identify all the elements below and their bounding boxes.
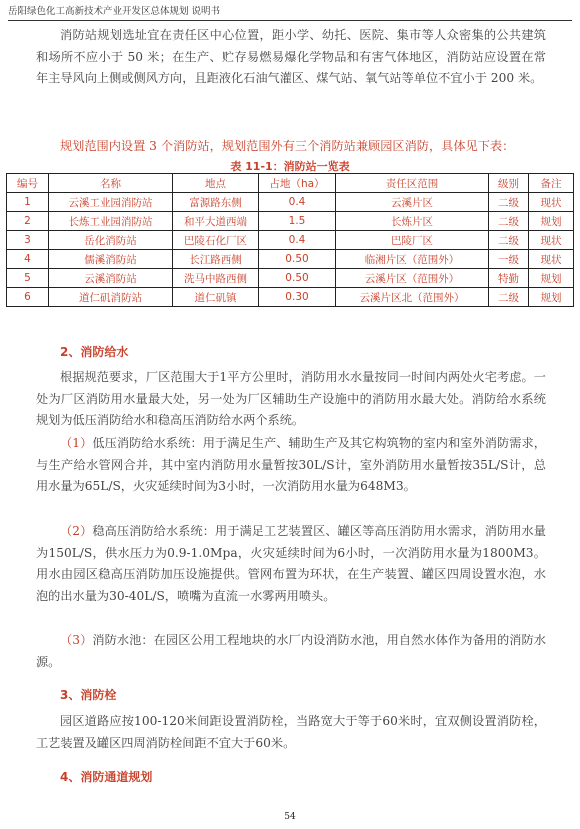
cell-name: 道仁矶消防站 [49,288,173,307]
cell-area: 0.50 [259,269,336,288]
cell-note: 现状 [529,231,574,250]
col-header-id: 编号 [7,174,49,193]
col-header-location: 地点 [173,174,259,193]
cell-zone: 临湘片区（范围外） [336,250,489,269]
section-heading-hydrant: 3、消防栓 [60,688,117,702]
col-header-zone: 责任区范围 [336,174,489,193]
water-supply-paragraph: 根据规范要求，厂区范围大于1平方公里时，消防用水水量按同一时间内两处火宅考虑。一处为厂区消防用水量最大处，另一处为厂区辅助生产设施中的消防用水最大处。消防给水系统规划为低压消防给水和稳高压消防给水两个系统。 [36,370,546,428]
cell-zone: 云溪片区 [336,193,489,212]
cell-id: 5 [7,269,49,288]
document-header: 岳阳绿色化工高新技术产业开发区总体规划 说明书 [8,4,572,21]
cell-note: 现状 [529,193,574,212]
col-header-area: 占地（ha） [259,174,336,193]
cell-location: 洗马中路西侧 [173,269,259,288]
cell-location: 和平大道西端 [173,212,259,231]
cell-area: 1.5 [259,212,336,231]
cell-note: 规划 [529,269,574,288]
cell-name: 岳化消防站 [49,231,173,250]
cell-area: 0.30 [259,288,336,307]
cell-id: 4 [7,250,49,269]
fire-pool-text: 消防水池：在园区公用工程地块的水厂内设消防水池，用自然水体作为备用的消防水源。 [36,633,546,669]
cell-name: 儒溪消防站 [49,250,173,269]
cell-zone: 长炼片区 [336,212,489,231]
cell-area: 0.50 [259,250,336,269]
cell-level: 二级 [489,212,529,231]
fire-pool-paragraph [36,630,546,673]
cell-area: 0.4 [259,231,336,250]
low-pressure-text: 低压消防给水系统：用于满足生产、辅助生产及其它构筑物的室内和室外消防需求，与生产给水管网合并，其中室内消防用水量暂按30L/S计，室外消防用水量暂按35L/S计，总用水量为65L/S，火灾延续时间为3小时，一次消防用水量为648M3。 [36,436,546,494]
cell-note: 规划 [529,212,574,231]
high-pressure-paragraph [36,521,546,607]
item-label: （1） [60,436,93,450]
cell-note: 规划 [529,288,574,307]
col-header-level: 级别 [489,174,529,193]
item-label: （2） [60,524,93,538]
cell-level: 二级 [489,193,529,212]
cell-id: 2 [7,212,49,231]
cell-location: 巴陵石化厂区 [173,231,259,250]
table-header-row [7,174,574,193]
high-pressure-text: 稳高压消防给水系统：用于满足工艺装置区、罐区等高压消防用水需求，消防用水量为150L/S，供水压力为0.9-1.0Mpa，火灾延续时间为6小时，一次消防用水量为1800M3。用水由园区稳高压消防加压设施提供。管网布置为环状，在生产装置、罐区四周设置水泡，水泡的出水量为30-40L/S，喷嘴为直流一水雾两用喷头。 [36,524,546,603]
cell-zone: 巴陵厂区 [336,231,489,250]
cell-area: 0.4 [259,193,336,212]
intro-paragraph: 消防站规划选址宜在责任区中心位置，距小学、幼托、医院、集市等人众密集的公共建筑和场所不应小于 50 米；在生产、贮存易燃易爆化学物品和有害气体地区，消防站应设置在常年主导风向上侧或侧风方向，且距液化石油气灌区、煤气站、氧气站等单位不宜小于 200 米。 [36,28,546,86]
fire-station-table [6,173,574,307]
table-row [7,250,574,269]
cell-id: 3 [7,231,49,250]
cell-name: 云溪工业园消防站 [49,193,173,212]
cell-level: 特勤 [489,269,529,288]
planning-note: 规划范围内设置 3 个消防站，规划范围外有三个消防站兼顾园区消防，具体见下表： [60,139,515,153]
cell-name: 云溪消防站 [49,269,173,288]
table-row [7,212,574,231]
hydrant-paragraph: 园区道路应按100-120米间距设置消防栓，当路宽大于等于60米时，宜双侧设置消防栓，工艺装置及罐区四周消防栓间距不宜大于60米。 [36,714,546,750]
item-label: （3） [60,633,93,647]
cell-location: 富源路东侧 [173,193,259,212]
cell-level: 二级 [489,231,529,250]
table-row [7,288,574,307]
section-heading-fire-access: 4、消防通道规划 [60,770,153,784]
table-row [7,193,574,212]
section-heading-water-supply: 2、消防给水 [60,345,129,359]
cell-level: 一级 [489,250,529,269]
cell-zone: 云溪片区（范围外） [336,269,489,288]
cell-level: 二级 [489,288,529,307]
cell-note: 现状 [529,250,574,269]
cell-zone: 云溪片区北（范围外） [336,288,489,307]
cell-location: 道仁矶镇 [173,288,259,307]
low-pressure-paragraph [36,433,546,498]
table-row [7,231,574,250]
cell-id: 6 [7,288,49,307]
page-number: 54 [284,812,296,822]
cell-name: 长炼工业园消防站 [49,212,173,231]
cell-location: 长江路西侧 [173,250,259,269]
cell-id: 1 [7,193,49,212]
table-caption: 表 11-1：消防站一览表 [230,160,350,173]
table-row [7,269,574,288]
col-header-note: 备注 [529,174,574,193]
col-header-name: 名称 [49,174,173,193]
